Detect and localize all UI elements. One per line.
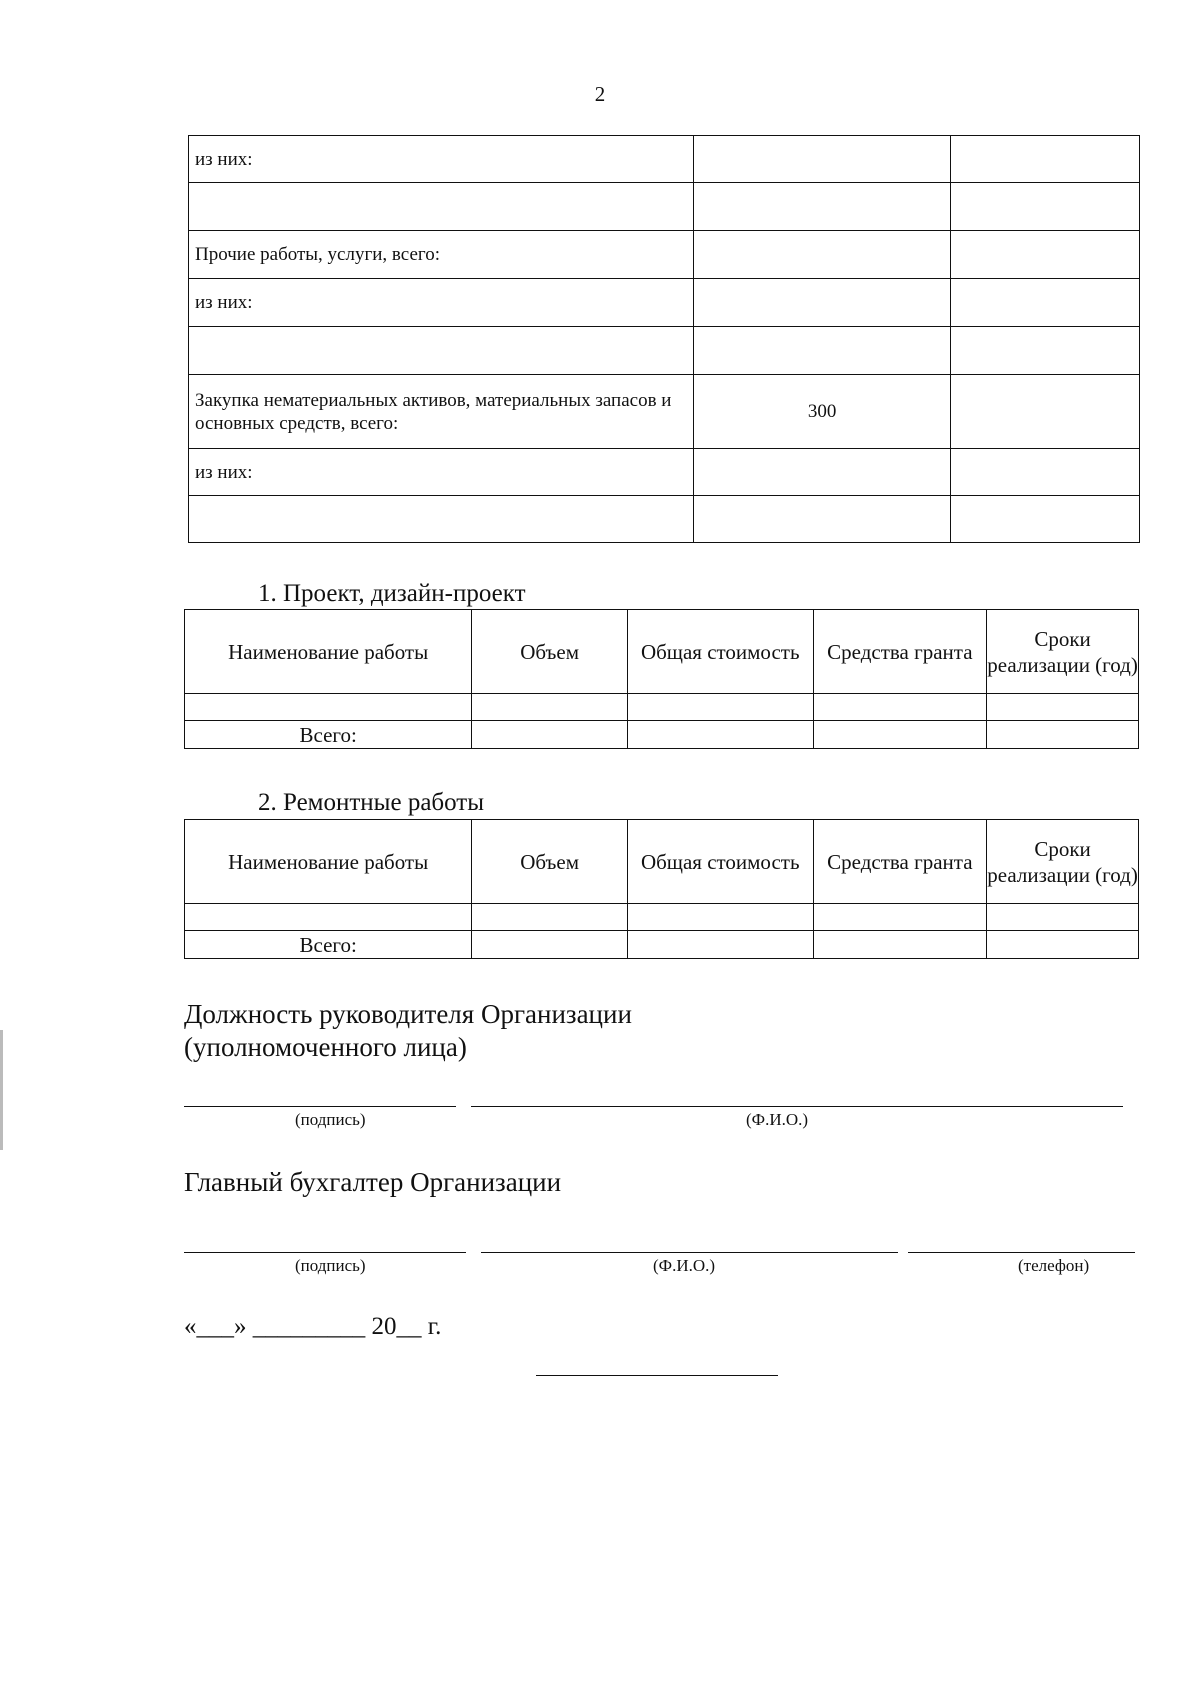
table-row (189, 136, 1140, 183)
date-line: «___» _________ 20__ г. (184, 1313, 442, 1340)
table-cell (472, 721, 628, 749)
head-name-line (471, 1106, 1123, 1107)
table-cell (472, 931, 628, 959)
row-value (694, 136, 951, 183)
row-extra-cell (950, 327, 1139, 375)
accountant-phone-line (908, 1252, 1135, 1253)
table-cell (627, 904, 813, 931)
table-cell (813, 721, 987, 749)
row-value (694, 327, 951, 375)
row-value: 300 (694, 375, 951, 449)
header-grant-funds: Средства гранта (813, 820, 987, 904)
table-cell (813, 904, 987, 931)
header-work-name: Наименование работы (185, 610, 472, 694)
total-label: Всего: (185, 931, 472, 959)
table-cell (813, 694, 987, 721)
total-row (185, 931, 1139, 959)
row-label: из них: (189, 279, 694, 327)
closing-separator (536, 1375, 778, 1376)
table-cell (185, 904, 472, 931)
row-label (189, 183, 694, 231)
row-extra-cell (950, 449, 1139, 496)
section1-table (184, 609, 1139, 749)
table-cell (627, 721, 813, 749)
table-cell (472, 694, 628, 721)
table-row (189, 279, 1140, 327)
header-volume: Объем (472, 610, 628, 694)
row-value (694, 183, 951, 231)
accountant-title: Главный бухгалтер Организации (184, 1167, 562, 1197)
row-value (694, 231, 951, 279)
table-cell (627, 931, 813, 959)
section2-table (184, 819, 1139, 959)
row-label: из них: (189, 136, 694, 183)
accountant-name-line (481, 1252, 898, 1253)
accountant-caption-phone: (телефон) (1018, 1256, 1090, 1275)
row-extra-cell (950, 375, 1139, 449)
total-row (185, 721, 1139, 749)
table-row (189, 496, 1140, 543)
table-cell (472, 904, 628, 931)
head-signature-line (184, 1106, 456, 1107)
table-cell (627, 694, 813, 721)
table-header-row (185, 820, 1139, 904)
row-value (694, 279, 951, 327)
head-caption-signature: (подпись) (295, 1110, 366, 1129)
table-cell (987, 931, 1139, 959)
row-extra-cell (950, 183, 1139, 231)
row-label: из них: (189, 449, 694, 496)
table-row (189, 327, 1140, 375)
header-total-cost: Общая стоимость (627, 610, 813, 694)
header-grant-funds: Средства гранта (813, 610, 987, 694)
head-caption-name: (Ф.И.О.) (746, 1110, 809, 1129)
header-deadline: Сроки реализации (год) (987, 610, 1139, 694)
header-work-name: Наименование работы (185, 820, 472, 904)
table-row (189, 231, 1140, 279)
table-row (185, 904, 1139, 931)
head-position-title (184, 998, 632, 1064)
row-value (694, 496, 951, 543)
row-extra-cell (950, 496, 1139, 543)
header-volume: Объем (472, 820, 628, 904)
table-cell (987, 904, 1139, 931)
accountant-caption-name: (Ф.И.О.) (653, 1256, 716, 1275)
row-label (189, 496, 694, 543)
row-label: Прочие работы, услуги, всего: (189, 231, 694, 279)
table-row (189, 449, 1140, 496)
table-row (189, 183, 1140, 231)
total-label: Всего: (185, 721, 472, 749)
accountant-caption-signature: (подпись) (295, 1256, 366, 1275)
head-position-line2: (уполномоченного лица) (184, 1032, 467, 1062)
section1-title: 1. Проект, дизайн-проект (258, 580, 526, 607)
accountant-signature-line (184, 1252, 466, 1253)
row-extra-cell (950, 231, 1139, 279)
row-label: Закупка нематериальных активов, материальных запасов и основных средств, всего: (189, 375, 694, 449)
header-deadline: Сроки реализации (год) (987, 820, 1139, 904)
table-header-row (185, 610, 1139, 694)
scan-edge-mark (0, 1030, 3, 1150)
table-cell (987, 721, 1139, 749)
table-row (185, 694, 1139, 721)
row-extra-cell (950, 136, 1139, 183)
table-cell (987, 694, 1139, 721)
row-value (694, 449, 951, 496)
budget-table (188, 135, 1140, 543)
row-label (189, 327, 694, 375)
page-number: 2 (594, 82, 606, 106)
section2-title: 2. Ремонтные работы (258, 789, 485, 816)
table-row (189, 375, 1140, 449)
head-position-line1: Должность руководителя Организации (184, 999, 632, 1029)
table-cell (813, 931, 987, 959)
header-total-cost: Общая стоимость (627, 820, 813, 904)
table-cell (185, 694, 472, 721)
row-extra-cell (950, 279, 1139, 327)
